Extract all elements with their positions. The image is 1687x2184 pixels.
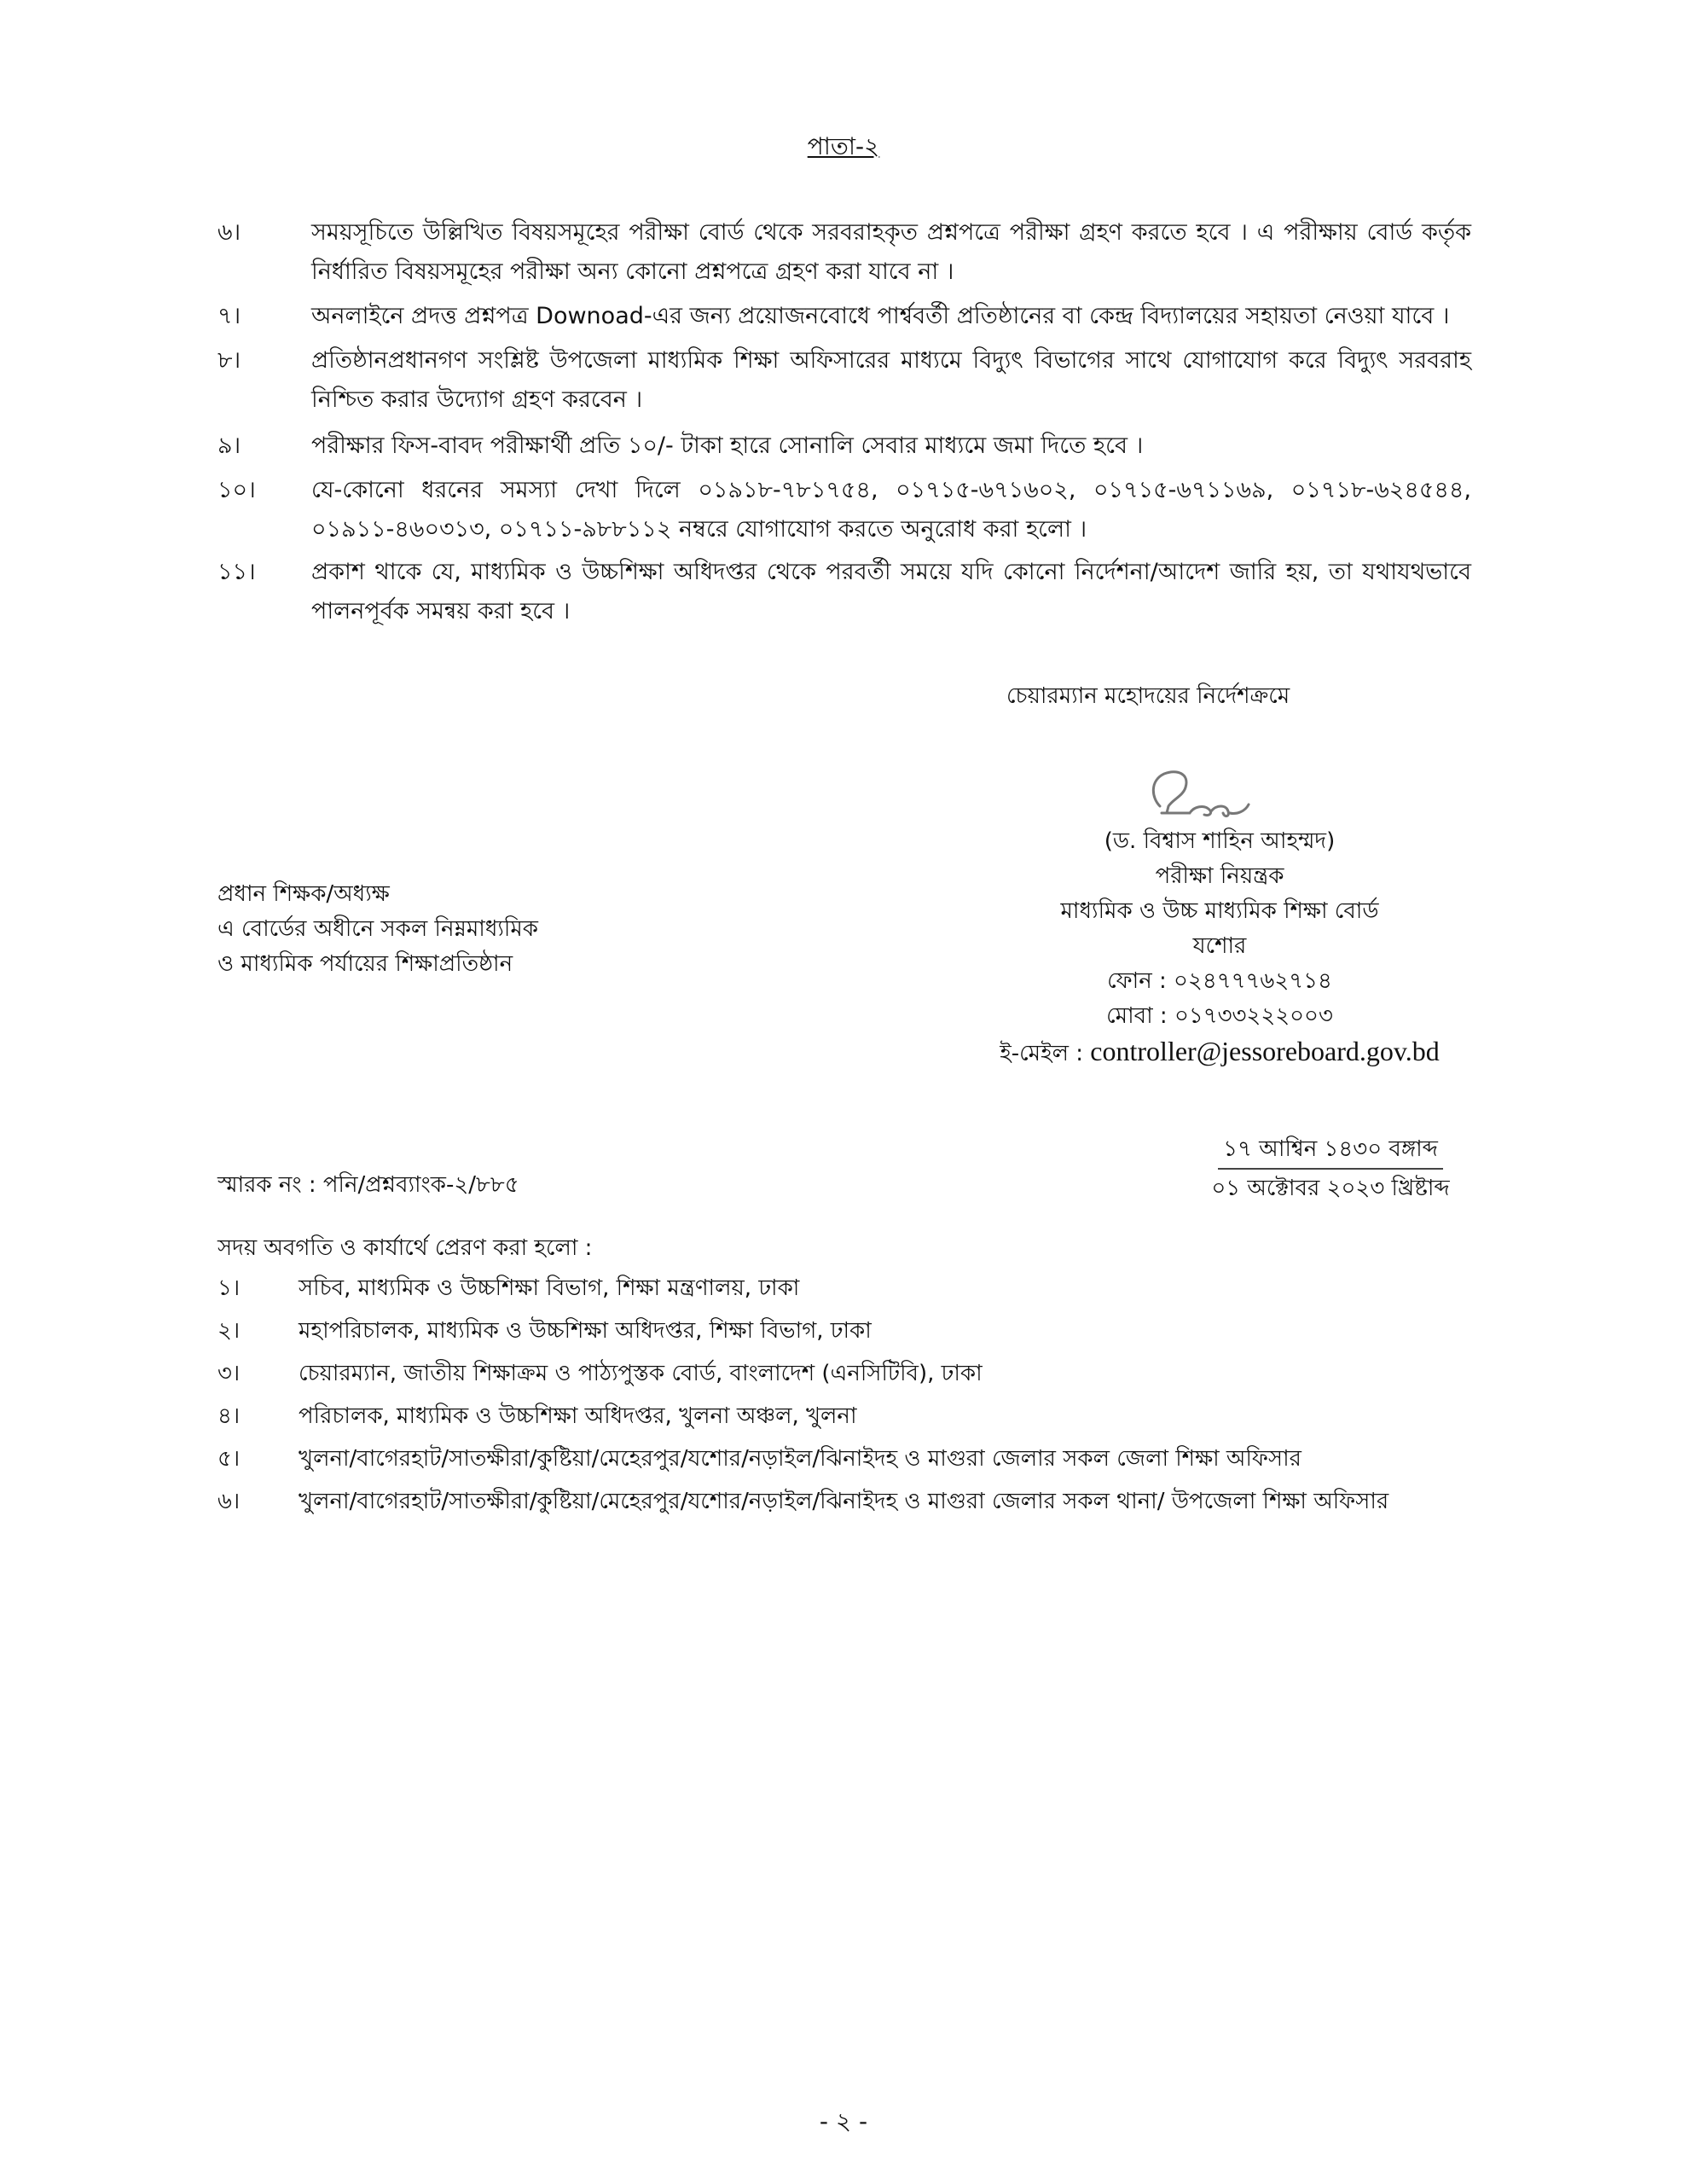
mobile-number: ০১৭৩৩২২২০০৩: [1174, 1003, 1333, 1029]
page-header: [0, 128, 1687, 168]
cc-item: [217, 1267, 1497, 1310]
email-label: ই-মেইল :: [1000, 1041, 1084, 1066]
cc-text: খুলনা/বাগেরহাট/সাতক্ষীরা/কুষ্টিয়া/মেহেরপুর/যশোর/নড়াইল/ঝিনাইদহ ও মাগুরা জেলার সকল থানা/ উপজেলা শিক্ষা অফিসার: [299, 1489, 1389, 1514]
cc-item: [217, 1352, 1497, 1395]
phone-number: ০২৪৭৭৭৬২৭১৪: [1174, 968, 1332, 994]
item-text: প্রতিষ্ঠানপ্রধানগণ সংশ্লিষ্ট উপজেলা মাধ্যমিক শিক্ষা অফিসারের মাধ্যমে বিদ্যুৎ বিভাগের সাথে যোগাযোগ করে বিদ্যুৎ সরবরাহ নিশ্চিত করার উদ্যোগ গ্রহণ করবেন ।: [311, 347, 1471, 413]
recipient-block: [217, 877, 538, 982]
instruction-item: [217, 471, 1471, 549]
item-number: ৮।: [217, 347, 241, 374]
memo-value: পনি/প্রশ্নব্যাংক-২/৮৮৫: [322, 1172, 519, 1198]
page-footer: - ২ -: [819, 2107, 868, 2135]
phone-label: ফোন :: [1107, 968, 1167, 994]
cc-text: মহাপরিচালক, মাধ্যমিক ও উচ্চশিক্ষা অধিদপ্তর, শিক্ষা বিভাগ, ঢাকা: [299, 1318, 872, 1344]
date-gregorian: ০১ অক্টোবর ২০২৩ খ্রিষ্টাব্দ: [1211, 1176, 1450, 1201]
signatory-name: (ড. বিশ্বাস শাহিন আহম্মদ): [1104, 828, 1336, 854]
item-number: ৯।: [217, 433, 241, 459]
item-text: সময়সূচিতে উল্লিখিত বিষয়সমূহের পরীক্ষা বোর্ড থেকে সরবরাহকৃত প্রশ্নপত্রে পরীক্ষা গ্রহণ করতে হবে । এ পরীক্ষায় বোর্ড কর্তৃক নির্ধারিত বিষয়সমূহের পরীক্ষা অন্য কোনো প্রশ্নপত্রে গ্রহণ করা যাবে না ।: [311, 219, 1471, 285]
instruction-item: [217, 297, 1471, 336]
signatory-organization: মাধ্যমিক ও উচ্চ মাধ্যমিক শিক্ষা বোর্ড: [1060, 898, 1379, 924]
cc-item: [217, 1395, 1497, 1438]
signatory-phone: [921, 964, 1518, 999]
memo-number: [217, 1167, 519, 1205]
recipient-line: এ বোর্ডের অধীনে সকল নিম্নমাধ্যমিক: [217, 916, 538, 942]
cc-number: ২।: [217, 1318, 241, 1344]
cc-item: [217, 1480, 1497, 1523]
signatory-designation: পরীক্ষা নিয়ন্ত্রক: [1155, 863, 1284, 889]
item-text: প্রকাশ থাকে যে, মাধ্যমিক ও উচ্চশিক্ষা অধিদপ্তর থেকে পরবর্তী সময়ে যদি কোনো নির্দেশনা/আদেশ জারি হয়, তা যথাযথভাবে পালনপূর্বক সমন্বয় করা হবে ।: [311, 559, 1471, 624]
item-number: ৬।: [217, 219, 241, 246]
recipient-line: প্রধান শিক্ষক/অধ্যক্ষ: [217, 881, 390, 907]
item-number: ১১।: [217, 559, 256, 585]
item-text: যে-কোনো ধরনের সমস্যা দেখা দিলে ০১৯১৮-৭৮১৭৫৪, ০১৭১৫-৬৭১৬০২, ০১৭১৫-৬৭১১৬৯, ০১৭১৮-৬২৪৫৪৪, ০১৯১১-৪৬০৩১৩, ০১৭১১-৯৮৮১১২ নম্বরে যোগাযোগ করতে অনুরোধ করা হলো ।: [311, 477, 1471, 543]
item-text: অনলাইনে প্রদত্ত প্রশ্নপত্র Downoad-এর জন্য প্রয়োজনবোধে পার্শ্ববর্তী প্রতিষ্ঠানের বা কেন্দ্র বিদ্যালয়ের সহায়তা নেওয়া যাবে ।: [311, 303, 1450, 329]
date-block: [1177, 1130, 1484, 1207]
cc-text: পরিচালক, মাধ্যমিক ও উচ্চশিক্ষা অধিদপ্তর, খুলনা অঞ্চল, খুলনা: [299, 1403, 857, 1429]
cc-number: ১।: [217, 1275, 241, 1301]
item-number: ৭।: [217, 303, 241, 329]
signatory-mobile: [921, 999, 1518, 1034]
date-bangla: ১৭ আশ্বিন ১৪৩০ বঙ্গাব্দ: [1218, 1130, 1443, 1170]
cc-item: [217, 1310, 1497, 1352]
item-text: পরীক্ষার ফিস-বাবদ পরীক্ষার্থী প্রতি ১০/- টাকা হারে সোনালি সেবার মাধ্যমে জমা দিতে হবে ।: [311, 433, 1144, 459]
memo-label: স্মারক নং :: [217, 1172, 316, 1198]
page-header-text: পাতা-২: [807, 132, 880, 160]
signatory-city: যশোর: [1192, 933, 1247, 959]
item-number: ১০।: [217, 477, 256, 503]
mobile-label: মোবা :: [1106, 1003, 1168, 1029]
instruction-item: [217, 553, 1471, 631]
cc-text: খুলনা/বাগেরহাট/সাতক্ষীরা/কুষ্টিয়া/মেহেরপুর/যশোর/নড়াইল/ঝিনাইদহ ও মাগুরা জেলার সকল জেলা শিক্ষা অফিসার: [299, 1446, 1301, 1472]
cc-item: [217, 1438, 1497, 1480]
instruction-item: [217, 213, 1471, 292]
cc-number: ৬।: [217, 1489, 241, 1514]
cc-intro: সদয় অবগতি ও কার্যার্থে প্রেরণ করা হলো :: [217, 1235, 593, 1261]
cc-number: ৪।: [217, 1403, 241, 1429]
signature-image: [1143, 764, 1262, 823]
email-address[interactable]: controller@jessoreboard.gov.bd: [1090, 1036, 1440, 1066]
instruction-item: [217, 427, 1471, 466]
cc-text: চেয়ারম্যান, জাতীয় শিক্ষাক্রম ও পাঠ্যপুস্তক বোর্ড, বাংলাদেশ (এনসিটিবি), ঢাকা: [299, 1361, 983, 1386]
recipient-line: ও মাধ্যমিক পর্যায়ের শিক্ষাপ্রতিষ্ঠান: [217, 951, 513, 977]
signatory-email: [921, 1034, 1518, 1072]
cc-number: ৩।: [217, 1361, 241, 1386]
signatory-block: [921, 824, 1518, 1072]
by-order-text: চেয়ারম্যান মহোদয়ের নির্দেশক্রমে: [1006, 683, 1290, 709]
cc-text: সচিব, মাধ্যমিক ও উচ্চশিক্ষা বিভাগ, শিক্ষা মন্ত্রণালয়, ঢাকা: [299, 1275, 800, 1301]
cc-number: ৫।: [217, 1446, 241, 1472]
instruction-item: [217, 341, 1471, 420]
